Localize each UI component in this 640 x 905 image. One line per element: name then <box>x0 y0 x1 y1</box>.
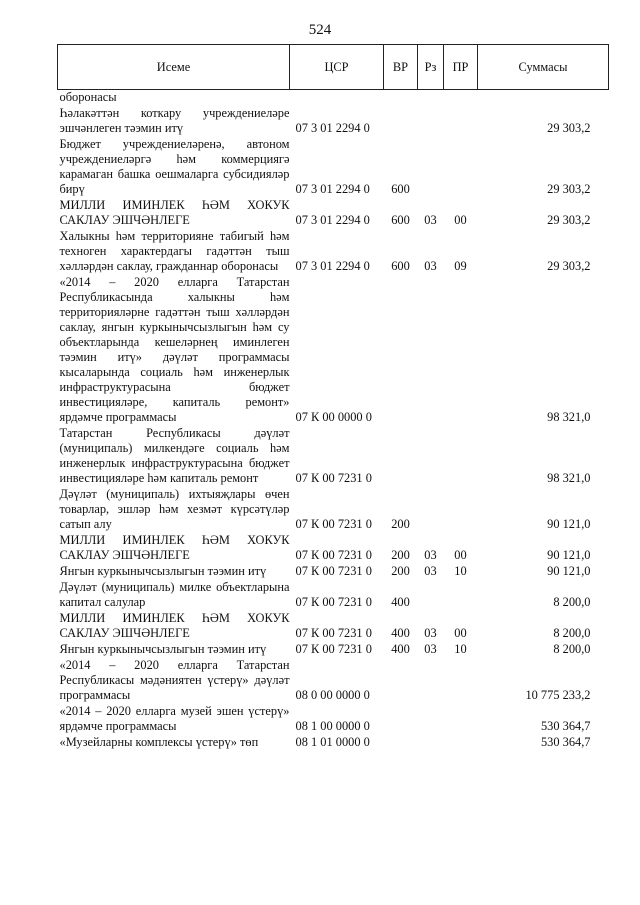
table-row <box>58 137 609 198</box>
row-pr <box>444 580 478 611</box>
row-vr <box>384 90 418 107</box>
row-sum: 530 364,7 <box>540 735 591 749</box>
row-name: «2014 – 2020 елларга музей эшен үстерү» ярдәмче программасы <box>59 704 290 733</box>
row-name: Дәүләт (муниципаль) ихтыяҗлары өчен товарлар, эшләр һәм хезмәт күрсәтүләр сатып алу <box>59 487 290 531</box>
table-row <box>58 735 609 751</box>
row-pr: 00 <box>454 626 467 640</box>
row-vr: 400 <box>391 595 410 609</box>
table-row <box>58 275 609 426</box>
row-vr: 400 <box>391 626 410 640</box>
table-row <box>58 611 609 642</box>
row-pr <box>444 106 478 137</box>
row-csr: 07 3 01 2294 0 <box>295 213 370 227</box>
row-rz: 03 <box>424 564 437 578</box>
table-row <box>58 533 609 564</box>
row-vr <box>384 658 418 704</box>
row-vr: 600 <box>391 259 410 273</box>
row-name: Янгын куркынычсызлыгын тәэмин итү <box>59 642 267 656</box>
table-row <box>58 658 609 704</box>
table-row <box>58 426 609 487</box>
row-sum: 29 303,2 <box>547 182 591 196</box>
row-pr <box>444 704 478 735</box>
row-csr: 07 К 00 7231 0 <box>295 595 372 609</box>
row-rz <box>418 487 444 533</box>
page-number: 524 <box>308 22 332 38</box>
row-rz: 03 <box>424 642 437 656</box>
row-rz <box>418 426 444 487</box>
row-pr: 10 <box>454 642 467 656</box>
row-rz <box>418 90 444 107</box>
row-rz: 03 <box>424 548 437 562</box>
row-rz: 03 <box>424 259 437 273</box>
row-name: Халыкны һәм территорияне табигый һәм техноген характердагы гадәттән тыш хәлләрдән саклау, гражданнар оборонасы <box>59 229 290 273</box>
row-name: Бюджет учреждениеләренә, автоном учреждениеләргә һәм коммерциягә карамаган башка оешмаларга субсидияләр бирү <box>59 137 290 196</box>
row-csr: 07 3 01 2294 0 <box>295 121 370 135</box>
row-sum: 98 321,0 <box>547 410 591 424</box>
row-rz <box>418 580 444 611</box>
row-csr: 07 К 00 0000 0 <box>295 410 372 424</box>
row-name: оборонасы <box>59 90 117 104</box>
row-sum: 90 121,0 <box>547 564 591 578</box>
row-name: МИЛЛИ ИМИНЛЕК ҺӘМ ХОКУК САКЛАУ ЭШЧӘНЛЕГЕ <box>59 611 290 640</box>
row-vr <box>384 704 418 735</box>
row-pr: 00 <box>454 213 467 227</box>
row-sum: 98 321,0 <box>547 471 591 485</box>
table-row <box>58 704 609 735</box>
row-vr: 600 <box>391 182 410 196</box>
budget-table <box>57 44 609 751</box>
table-row <box>58 642 609 658</box>
table-row <box>58 487 609 533</box>
table-row <box>58 198 609 229</box>
row-sum: 90 121,0 <box>547 517 591 531</box>
row-sum: 90 121,0 <box>547 548 591 562</box>
row-pr: 00 <box>454 548 467 562</box>
row-csr: 07 К 00 7231 0 <box>295 626 372 640</box>
row-sum: 8 200,0 <box>553 642 591 656</box>
row-sum <box>478 90 609 107</box>
row-csr: 08 0 00 0000 0 <box>295 688 370 702</box>
table-row <box>58 229 609 275</box>
row-sum: 530 364,7 <box>540 719 591 733</box>
header-rz: Рз <box>418 45 444 90</box>
row-rz <box>418 106 444 137</box>
row-csr: 08 1 01 0000 0 <box>295 735 370 749</box>
header-vr: ВР <box>384 45 418 90</box>
row-name: Татарстан Республикасы дәүләт (муниципаль) милкендәге социаль һәм инженерлык инфраструктурасына бюджет инвестицияләре һәм капиталь ремонт <box>59 426 290 485</box>
row-rz <box>418 275 444 426</box>
row-name: Янгын куркынычсызлыгын тәэмин итү <box>59 564 267 578</box>
header-csr: ЦСР <box>290 45 384 90</box>
row-name: «2014 – 2020 елларга Татарстан Республикасында халыкны һәм территорияләрне гадәттән тыш хәлләрдән саклау, янгын куркынычсызлыгын һәм су объектларында кешеләрнең иминлеген тәэмин итү» дәүләт программасы кысаларында социаль һәм инженерлык инфраструктурасына бюджет инвестицияләре, капиталь ремонт» ярдәмче программасы <box>59 275 290 424</box>
header-sum: Суммасы <box>478 45 609 90</box>
row-csr: 07 К 00 7231 0 <box>295 642 372 656</box>
row-pr <box>444 735 478 751</box>
row-csr: 07 К 00 7231 0 <box>295 471 372 485</box>
row-rz: 03 <box>424 213 437 227</box>
row-vr: 200 <box>391 548 410 562</box>
row-vr <box>384 106 418 137</box>
row-name: Дәүләт (муниципаль) милке объектларына капитал салулар <box>59 580 290 609</box>
row-csr: 07 К 00 7231 0 <box>295 548 372 562</box>
row-vr: 600 <box>391 213 410 227</box>
table-body <box>58 90 609 752</box>
row-rz <box>418 137 444 198</box>
row-pr <box>444 426 478 487</box>
row-name: Һәлакәттән коткару учреждениеләре эшчәнлеген тәэмин итү <box>59 106 290 135</box>
header-row <box>58 45 609 90</box>
row-sum: 29 303,2 <box>547 121 591 135</box>
row-vr: 200 <box>391 564 410 578</box>
row-vr: 400 <box>391 642 410 656</box>
row-rz <box>418 735 444 751</box>
row-pr <box>444 137 478 198</box>
row-csr: 07 3 01 2294 0 <box>295 259 370 273</box>
row-pr <box>444 487 478 533</box>
table-row <box>58 580 609 611</box>
row-rz: 03 <box>424 626 437 640</box>
table-header <box>58 45 609 90</box>
table-row <box>58 564 609 580</box>
row-csr: 07 К 00 7231 0 <box>295 564 372 578</box>
row-vr: 200 <box>391 517 410 531</box>
row-sum: 8 200,0 <box>553 595 591 609</box>
table-row <box>58 106 609 137</box>
table-row <box>58 90 609 107</box>
row-name: МИЛЛИ ИМИНЛЕК ҺӘМ ХОКУК САКЛАУ ЭШЧӘНЛЕГЕ <box>59 198 290 227</box>
row-csr <box>290 90 384 107</box>
row-pr: 10 <box>454 564 467 578</box>
row-csr: 07 К 00 7231 0 <box>295 517 372 531</box>
row-pr <box>444 90 478 107</box>
header-name: Исеме <box>58 45 290 90</box>
row-csr: 07 3 01 2294 0 <box>295 182 370 196</box>
row-csr: 08 1 00 0000 0 <box>295 719 370 733</box>
row-pr <box>444 275 478 426</box>
row-sum: 8 200,0 <box>553 626 591 640</box>
row-pr: 09 <box>454 259 467 273</box>
row-name: «Музейларны комплексы үстерү» төп <box>59 735 259 749</box>
header-pr: ПР <box>444 45 478 90</box>
row-rz <box>418 704 444 735</box>
row-vr <box>384 275 418 426</box>
row-vr <box>384 735 418 751</box>
row-pr <box>444 658 478 704</box>
row-sum: 10 775 233,2 <box>525 688 591 702</box>
row-sum: 29 303,2 <box>547 259 591 273</box>
row-name: МИЛЛИ ИМИНЛЕК ҺӘМ ХОКУК САКЛАУ ЭШЧӘНЛЕГЕ <box>59 533 290 562</box>
row-name: «2014 – 2020 елларга Татарстан Республикасы мәдәниятен үстерү» дәүләт программасы <box>59 658 290 702</box>
row-vr <box>384 426 418 487</box>
row-sum: 29 303,2 <box>547 213 591 227</box>
row-rz <box>418 658 444 704</box>
